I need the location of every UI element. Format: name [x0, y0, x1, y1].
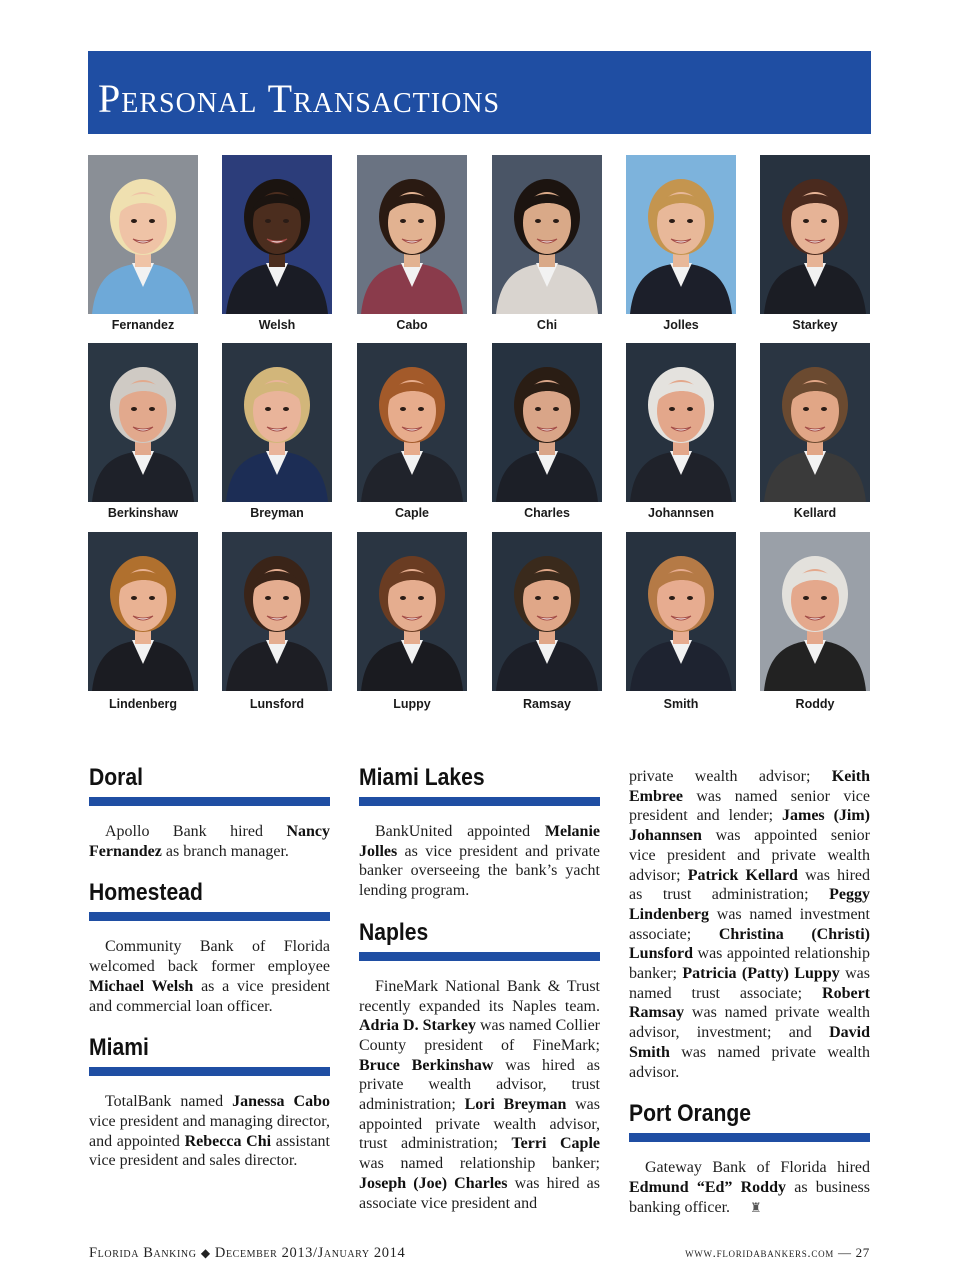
portrait-figure: [760, 532, 870, 691]
section-text-doral: [89, 822, 330, 861]
portrait-figure: [492, 155, 602, 314]
section-heading-naples: Naples: [359, 918, 429, 946]
body-text: as vice president and private banker overseeing the bank’s yacht lending program.: [359, 842, 600, 900]
body-text: Community Bank of Florida welcomed back former employee: [89, 938, 330, 976]
section-banner: [88, 51, 871, 134]
body-text: BankUnited appointed: [375, 823, 545, 840]
portrait-photo: [88, 532, 198, 691]
photo-caption: Breyman: [250, 506, 304, 520]
photo-caption: Lindenberg: [108, 697, 178, 711]
body-text: was hired as associate vice president and: [359, 1174, 600, 1212]
footer-url: www.floridabankers.com: [685, 1245, 834, 1260]
footer-page-number: 27: [855, 1245, 870, 1260]
portrait-photo: [222, 343, 332, 502]
body-text: as a vice president and commercial loan officer.: [89, 977, 330, 1015]
portrait-photo: [88, 155, 198, 314]
photo-caption: Chi: [536, 318, 558, 332]
portrait-photo: [222, 532, 332, 691]
photo-caption: Charles: [524, 506, 570, 520]
column-left: [89, 764, 330, 1189]
portrait-figure: [88, 155, 198, 314]
person-name: Patrick Kellard: [687, 866, 798, 884]
photo-caption: Roddy: [795, 697, 835, 711]
body-text: was appointed relationship banker;: [629, 945, 870, 983]
photo-caption: Berkinshaw: [107, 506, 179, 520]
page-title: Personal Transactions: [98, 76, 501, 121]
portrait-figure: [760, 155, 870, 314]
section-heading-port-orange: Port Orange: [629, 1100, 752, 1128]
section-rule: [359, 952, 600, 961]
portrait-figure: [222, 155, 332, 314]
portrait-figure: [357, 532, 467, 691]
section-text-miami: [89, 1092, 330, 1171]
person-name: Janessa Cabo: [232, 1093, 331, 1111]
section-heading-doral: Doral: [89, 764, 143, 791]
body-text: assistant vice president and sales director.: [89, 1132, 330, 1170]
body-text: FineMark National Bank & Trust recently expanded its Naples team.: [359, 977, 600, 1015]
person-name: Christina (Christi) Lunsford: [629, 925, 870, 963]
section-rule: [89, 1067, 330, 1076]
end-mark-icon: ♜: [750, 1199, 762, 1215]
portrait-photo: [760, 532, 870, 691]
person-name: Lori Breyman: [464, 1096, 567, 1114]
photo-caption: Fernandez: [111, 318, 175, 332]
section-rule: [89, 797, 330, 806]
person-name: Michael Welsh: [89, 977, 194, 995]
photo-caption: Kellard: [793, 506, 837, 520]
portrait-figure: [88, 532, 198, 691]
section-rule: [359, 797, 600, 806]
footer-publication: [89, 1245, 405, 1262]
body-text: was hired as trust administration;: [629, 866, 870, 904]
person-name: Peggy Lindenberg: [629, 886, 870, 923]
person-name: Joseph (Joe) Charles: [359, 1174, 508, 1192]
section-rule: [629, 1133, 870, 1142]
footer-publication-name: Florida Banking: [89, 1245, 197, 1261]
person-name: Adria D. Starkey: [359, 1017, 476, 1035]
section-text-naples-continued: [629, 767, 870, 1082]
body-text: was appointed senior vice president and private wealth advisor;: [629, 827, 870, 884]
body-text: was named private wealth advisor.: [629, 1043, 870, 1081]
portrait-figure: [357, 155, 467, 314]
portrait-photo: [88, 343, 198, 502]
section-text-homestead: [89, 937, 330, 1016]
portrait-figure: [222, 343, 332, 502]
person-name: Bruce Berkinshaw: [359, 1056, 494, 1074]
photo-caption: Starkey: [792, 318, 838, 332]
person-name: Terri Caple: [511, 1135, 600, 1153]
body-text: as branch manager.: [161, 842, 289, 860]
body-text: was named trust associate;: [629, 965, 870, 1002]
section-rule: [89, 912, 330, 921]
portrait-figure: [626, 532, 736, 691]
body-text: was named relationship banker;: [359, 1155, 600, 1173]
portrait-figure: [222, 532, 332, 691]
portrait-photo: [492, 532, 602, 691]
section-heading-homestead: Homestead: [89, 879, 203, 907]
portrait-photo: [357, 343, 467, 502]
portrait-photo: [492, 155, 602, 314]
footer-site: [685, 1245, 870, 1261]
portrait-figure: [357, 343, 467, 502]
person-name: Melanie Jolles: [359, 823, 600, 860]
person-name: David Smith: [629, 1024, 870, 1061]
body-text: Apollo Bank hired: [105, 823, 287, 840]
photo-caption: Luppy: [393, 697, 431, 711]
photo-caption: Smith: [663, 697, 699, 711]
body-text: was named senior vice president and lender;: [629, 787, 870, 825]
footer-separator-icon: ◆: [200, 1246, 211, 1260]
section-text-port-orange: [629, 1158, 870, 1217]
portrait-figure: [88, 343, 198, 502]
section-heading-miami-lakes: Miami Lakes: [359, 764, 485, 791]
portrait-figure: [626, 343, 736, 502]
column-middle: [359, 764, 600, 1231]
body-text: vice president and managing director, and appointed: [89, 1112, 330, 1150]
body-text: was named investment associate;: [629, 905, 870, 943]
column-right: [629, 767, 870, 1235]
portrait-figure: [492, 532, 602, 691]
body-text: as business banking officer.: [629, 1178, 870, 1216]
photo-caption: Ramsay: [523, 697, 571, 711]
body-text: was named Collier County president of FineMark;: [359, 1017, 601, 1054]
section-heading-miami: Miami: [89, 1034, 149, 1062]
portrait-photo: [760, 343, 870, 502]
person-name: Rebecca Chi: [184, 1132, 272, 1150]
section-text-naples: [359, 977, 600, 1213]
person-name: James (Jim) Johannsen: [629, 807, 871, 845]
portrait-figure: [492, 343, 602, 502]
body-text: was appointed private wealth advisor, trust administration;: [359, 1096, 600, 1153]
portrait-photo: [626, 155, 736, 314]
photo-caption: Johannsen: [648, 506, 714, 520]
body-text: TotalBank named: [105, 1093, 233, 1111]
photo-caption: Caple: [394, 506, 430, 520]
portrait-photo: [760, 155, 870, 314]
body-text: was named private wealth advisor, investment; and: [629, 1004, 870, 1042]
body-text: private wealth advisor;: [629, 768, 832, 785]
photo-caption: Welsh: [258, 318, 296, 332]
footer-dash: —: [837, 1245, 852, 1260]
person-name: Edmund “Ed” Roddy: [629, 1178, 786, 1196]
portrait-photo: [626, 343, 736, 502]
person-name: Nancy Fernandez: [89, 823, 330, 860]
photo-caption: Jolles: [663, 318, 699, 332]
portrait-photo: [222, 155, 332, 314]
portrait-figure: [760, 343, 870, 502]
photo-caption: Cabo: [396, 318, 428, 332]
section-text-miami-lakes: [359, 822, 600, 901]
portrait-photo: [626, 532, 736, 691]
footer-issue: December 2013/January 2014: [214, 1245, 406, 1261]
person-name: Robert Ramsay: [629, 984, 870, 1022]
portrait-photo: [357, 155, 467, 314]
photo-caption: Lunsford: [249, 697, 305, 711]
body-text: was hired as private wealth advisor, trust administration;: [359, 1056, 600, 1114]
portrait-photo: [357, 532, 467, 691]
person-name: Patricia (Patty) Luppy: [682, 965, 840, 983]
portrait-photo: [492, 343, 602, 502]
portrait-figure: [626, 155, 736, 314]
body-text: Gateway Bank of Florida hired: [645, 1159, 870, 1177]
person-name: Keith Embree: [629, 768, 870, 805]
